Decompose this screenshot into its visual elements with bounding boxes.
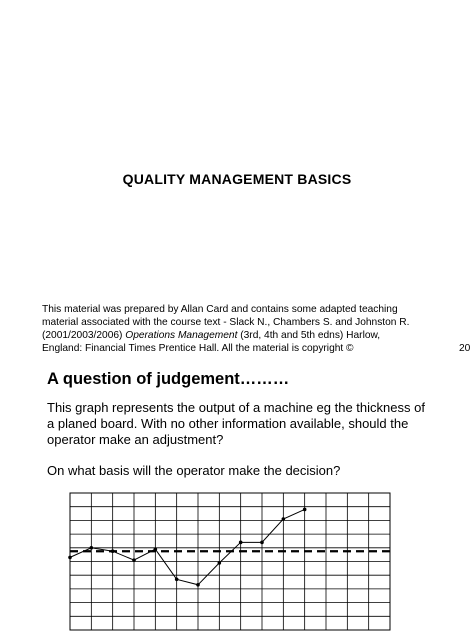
data-point <box>260 541 264 545</box>
credit-line: material associated with the course text - Slack N., Chambers S. and Johnston R. <box>42 317 410 328</box>
paragraph-line: This graph represents the output of a machine eg the thickness of <box>47 400 425 415</box>
data-point <box>196 583 200 587</box>
paragraph-line: a planed board. With no other information available, should the <box>47 416 409 431</box>
credit-line: This material was prepared by Allan Card and contains some adapted teaching <box>42 304 398 315</box>
slide-title: QUALITY MANAGEMENT BASICS <box>122 171 352 187</box>
data-point <box>218 561 222 565</box>
credit-years: (2001/2003/2006) <box>42 330 126 341</box>
paragraph-line: operator make an adjustment? <box>47 432 224 447</box>
credit-edition: (3rd, 4th and 5th edns) Harlow, <box>237 330 381 341</box>
data-point <box>282 517 286 521</box>
decision-question: On what basis will the operator make the decision? <box>47 463 341 478</box>
data-point <box>132 558 136 562</box>
course-text-title: Operations Management <box>125 330 238 341</box>
credit-line: England: Financial Times Prentice Hall. All the material is copyright © <box>42 343 354 354</box>
page-number: 20 <box>459 343 471 354</box>
data-point <box>111 549 115 553</box>
data-point <box>90 546 94 550</box>
data-point <box>175 578 179 582</box>
data-point <box>68 556 72 560</box>
data-point <box>239 541 243 545</box>
slide-heading: A question of judgement……… <box>47 370 290 388</box>
chart-grid <box>70 493 390 630</box>
data-point <box>154 547 158 551</box>
data-point <box>303 508 307 512</box>
